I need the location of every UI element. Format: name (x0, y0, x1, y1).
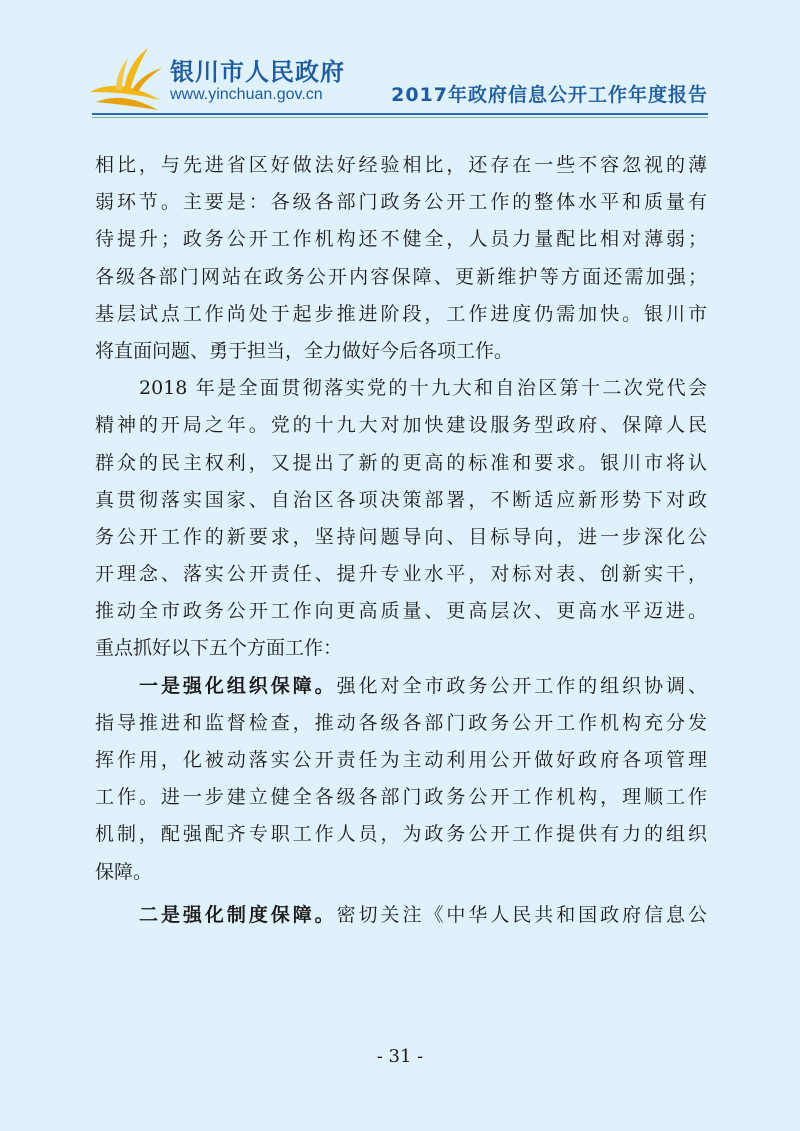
text-line: 待提升；政务公开工作机构还不健全，人员力量配比相对薄弱； (95, 228, 707, 251)
text-line: 精神的开局之年。党的十九大对加快建设服务型政府、保障人民 (95, 414, 707, 437)
report-body (95, 147, 707, 934)
text-line: 弱环节。主要是：各级各部门政务公开工作的整体水平和质量有 (95, 191, 707, 214)
text-line (95, 897, 707, 934)
text-line: 保障。 (95, 860, 153, 883)
text-line: 挥作用，化被动落实公开责任为主动利用公开做好政府各项管理 (95, 749, 707, 771)
text-line: 群众的民主权利，又提出了新的更高的标准和要求。银川市将认 (95, 451, 707, 474)
text-line: 重点抓好以下五个方面工作： (95, 637, 343, 660)
page-number: - 31 - (376, 1046, 424, 1067)
paragraph-1 (95, 147, 707, 370)
text-line: 相比，与先进省区好做法好经验相比，还存在一些不容忽视的薄 (95, 154, 707, 176)
text-line: 将直面问题、勇于担当，全力做好今后各项工作。 (95, 339, 514, 362)
header-divider (92, 113, 708, 115)
text-line: 各级各部门网站在政务公开内容保障、更新维护等方面还需加强； (95, 265, 707, 288)
text-line: 2018 年是全面贯彻落实党的十九大和自治区第十二次党代会 (139, 377, 707, 400)
text-line (95, 668, 707, 705)
text-line: 指导推进和监督检查，推动各级各部门政务公开工作机构充分发 (95, 711, 707, 734)
wheat-logo-icon (86, 44, 166, 114)
section-lead: 二是强化制度保障。 (139, 903, 337, 926)
report-title: 2017年政府信息公开工作年度报告 (391, 84, 708, 106)
text-line: 基层试点工作尚处于起步推进阶段，工作进度仍需加快。银川市 (95, 302, 707, 325)
paragraph-4 (95, 897, 707, 934)
page-header (0, 0, 800, 130)
text-line: 开理念、落实公开责任、提升专业水平，对标对表、创新实干， (95, 563, 707, 586)
text-line: 真贯彻落实国家、自治区各项决策部署，不断适应新形势下对政 (95, 488, 707, 511)
text-run: 强化对全市政务公开工作的组织协调、 (336, 674, 707, 697)
text-line: 工作。进一步建立健全各级各部门政务公开工作机构，理顺工作 (95, 786, 707, 809)
text-line: 机制，配强配齐专职工作人员，为政务公开工作提供有力的组织 (95, 823, 707, 846)
section-lead: 一是强化组织保障。 (139, 674, 337, 697)
header-divider-thin (92, 117, 708, 118)
paragraph-2 (95, 370, 707, 668)
org-url: www.yinchuan.gov.cn (170, 86, 323, 103)
text-line: 务公开工作的新要求，坚持问题导向、目标导向，进一步深化公 (95, 525, 707, 548)
paragraph-3 (95, 668, 707, 891)
text-line: 推动全市政务公开工作向更高质量、更高层次、更高水平迈进。 (95, 600, 707, 623)
org-name: 银川市人民政府 (170, 58, 345, 86)
text-run: 密切关注《中华人民共和国政府信息公 (336, 903, 707, 926)
